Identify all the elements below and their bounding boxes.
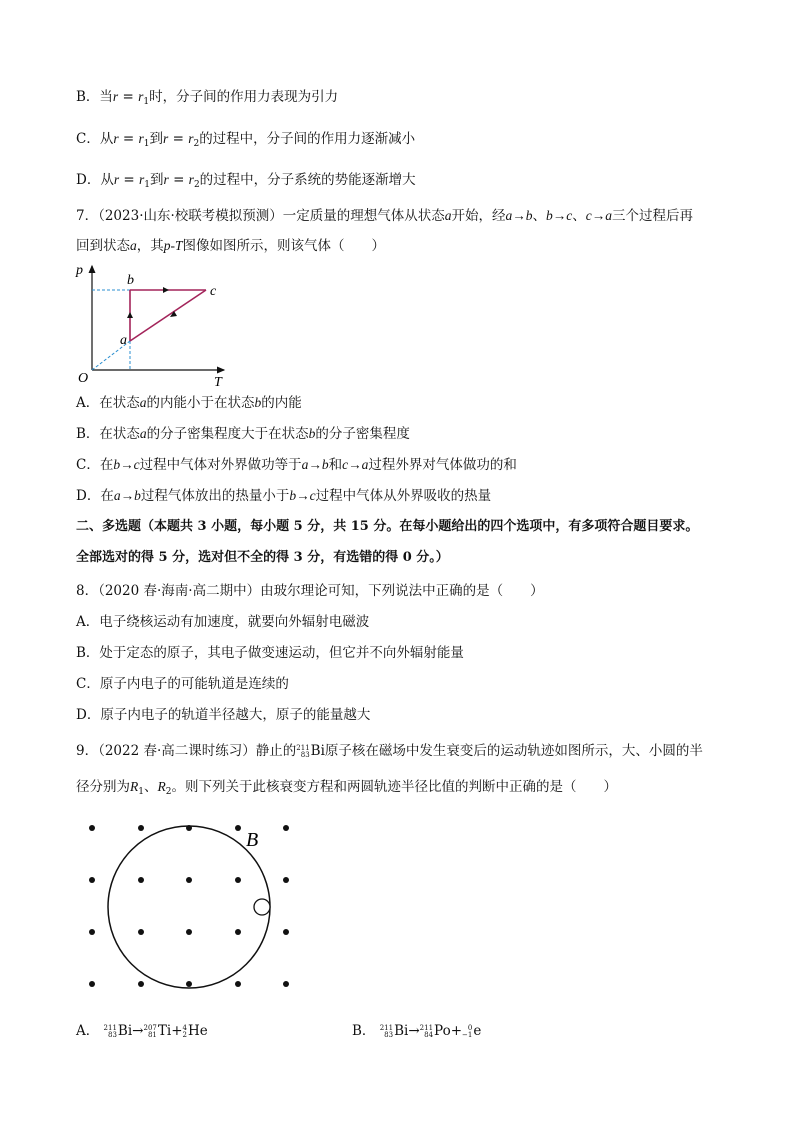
field-dot (138, 877, 144, 883)
var-r: r (188, 172, 194, 187)
equals: = (173, 172, 185, 188)
mass-number: 211 (103, 1023, 117, 1032)
var-r: r (113, 131, 119, 146)
equals: = (172, 131, 184, 147)
text: 7．（2023·山东·校联考模拟预测）一定质量的理想气体从状态 (76, 208, 445, 224)
text: 径分别为 (76, 779, 130, 795)
q9-stem-line2 (76, 778, 617, 801)
field-label-b: B (246, 829, 259, 851)
var-r: r (163, 172, 169, 187)
arrow-bc (163, 287, 169, 293)
var-r: r (138, 131, 144, 146)
arrow-ab (127, 312, 133, 318)
q7-option-d (76, 487, 491, 505)
option-label: D．从 (76, 172, 114, 188)
text: 开始，经 (451, 208, 506, 224)
point-label-b: b (127, 273, 134, 288)
section2-header-line2: 全部选对的得 5 分，选对但不全的得 3 分，有选错的得 0 分。） (76, 550, 449, 565)
q7-option-a (76, 394, 302, 412)
text: A．在状态 (76, 395, 140, 411)
q9-option-b (352, 1022, 481, 1040)
subscript: 2 (193, 139, 200, 149)
equals: = (122, 89, 134, 105)
var-r: r (163, 131, 169, 146)
process: a→b (301, 457, 329, 472)
atomic-number: 2 (182, 1030, 187, 1039)
atomic-number: 81 (147, 1030, 157, 1039)
state-a: a (444, 208, 452, 223)
q8-option-d: D．原子内电子的轨道半径越大，原子的能量越大 (76, 707, 371, 723)
text: 三个过程后再 (612, 208, 694, 224)
nuclide (143, 1022, 171, 1040)
process: b→c (546, 208, 573, 223)
option-label: B．当 (76, 89, 113, 105)
process: b→c (113, 457, 140, 472)
point-label-a: a (120, 333, 127, 348)
element-symbol: Bi (117, 1023, 133, 1039)
element-symbol: He (187, 1023, 208, 1039)
mass-number: 0 (467, 1023, 473, 1032)
text: 的分子密集程度大于在状态 (146, 426, 309, 442)
element-symbol: e (473, 1023, 482, 1039)
state: a (139, 395, 147, 410)
subscript: 1 (144, 180, 150, 190)
element-symbol: Po (434, 1023, 451, 1039)
field-dot (138, 825, 144, 831)
text: 过程气体放出的热量小于 (140, 488, 290, 504)
point-label-c: c (210, 284, 217, 299)
text: 9．（2022 春·高二课时练习）静止的 (76, 743, 297, 759)
text: 图像如图所示，则该气体（ ） (182, 238, 386, 254)
nuclide (380, 1022, 409, 1040)
mass-number: 207 (143, 1023, 157, 1032)
text: 到 (149, 131, 164, 147)
var-r1: R (130, 779, 139, 794)
nuclide (462, 1022, 481, 1040)
text: 过程外界对气体做功的和 (368, 457, 517, 473)
var-r: r (139, 172, 145, 187)
equals: = (122, 131, 135, 147)
option-text: 的过程中，分子间的作用力逐渐减小 (199, 131, 416, 147)
q6-option-b (76, 88, 338, 111)
text: 原子核在磁场中发生衰变后的运动轨迹如图所示，大、小圆的半 (324, 743, 703, 759)
field-dot (186, 981, 192, 987)
field-dot (235, 929, 241, 935)
state: b (254, 395, 262, 410)
text: 、 (143, 779, 158, 795)
subscript: 1 (138, 787, 144, 797)
small-orbit-circle (254, 899, 270, 915)
q6-option-c (76, 130, 415, 153)
q9-option-a (76, 1022, 208, 1040)
process: a→b (505, 208, 533, 223)
q7-option-c (76, 456, 517, 474)
axis-label-t: T (214, 375, 222, 390)
nuclide (420, 1022, 451, 1040)
text: 和 (328, 457, 343, 473)
text: 过程中气体对外界做功等于 (139, 457, 302, 473)
process-ca (130, 290, 206, 341)
text: B．在状态 (76, 426, 140, 442)
mass-number: 211 (419, 1023, 434, 1032)
subscript: 1 (143, 97, 150, 107)
field-dot (235, 981, 241, 987)
q8-option-b: B．处于定态的原子，其电子做变速运动，但它并不向外辐射能量 (76, 645, 464, 661)
field-dot (235, 825, 241, 831)
mass-number: 211 (296, 743, 310, 752)
field-dot (235, 877, 241, 883)
q7-option-b (76, 425, 410, 443)
text: C．在 (76, 457, 114, 473)
reaction-arrow: → (408, 1023, 420, 1039)
field-dot (186, 929, 192, 935)
option-text: 的过程中，分子系统的势能逐渐增大 (199, 172, 416, 188)
state-a: a (130, 238, 137, 253)
var-r: r (188, 131, 194, 146)
q7-stem-line1 (76, 207, 693, 225)
mass-number: 4 (182, 1023, 187, 1032)
process: c→a (342, 457, 369, 472)
subscript: 2 (193, 180, 200, 190)
text: 、 (532, 208, 547, 224)
field-dot (138, 929, 144, 935)
var-r: r (112, 89, 119, 104)
text: D．在 (76, 488, 114, 504)
pt-graph (72, 260, 237, 390)
text: 到 (150, 172, 164, 188)
text: 、 (572, 208, 586, 224)
option-label: A． (76, 1023, 100, 1039)
text: 的分子密集程度 (315, 426, 410, 442)
option-label: B． (352, 1023, 376, 1039)
plus: + (450, 1023, 463, 1039)
field-dot (138, 981, 144, 987)
subscript: 2 (165, 787, 172, 797)
q7-stem-line2 (76, 237, 385, 255)
var-r2: R (157, 779, 166, 794)
origin-label: O (78, 371, 89, 386)
element-symbol: Bi (394, 1023, 409, 1039)
text: 的内能小于在状态 (146, 395, 255, 411)
text: ，其 (136, 238, 164, 254)
field-dot (283, 877, 289, 883)
atomic-number: −1 (462, 1030, 473, 1039)
bi-nuclide (296, 742, 325, 760)
field-dot (283, 825, 289, 831)
plus: + (171, 1023, 183, 1039)
atomic-number: 84 (424, 1030, 434, 1039)
q8-option-c: C．原子内电子的可能轨道是连续的 (76, 676, 289, 692)
option-label: C．从 (76, 131, 114, 147)
magnetic-field-diagram (80, 815, 300, 1000)
nuclide (104, 1022, 133, 1040)
text: 回到状态 (76, 238, 130, 254)
q8-option-a: A．电子绕核运动有加速度，就要向外辐射电磁波 (76, 614, 370, 630)
field-dot (89, 825, 95, 831)
section2-header-line1: 二、多选题（本题共 3 小题，每小题 5 分，共 15 分。在每小题给出的四个选项中，有多项符合题目要求。 (76, 519, 699, 534)
option-text: 时，分子间的作用力表现为引力 (149, 89, 339, 105)
q9-stem-line1 (76, 742, 703, 760)
field-dot (283, 929, 289, 935)
element-symbol: Bi (310, 743, 325, 759)
field-dot (186, 877, 192, 883)
reaction-arrow: → (132, 1023, 144, 1039)
text: 过程中气体从外界吸收的热量 (315, 488, 492, 504)
text: 的内能 (261, 395, 302, 411)
field-dot (283, 981, 289, 987)
subscript: 1 (143, 139, 150, 149)
axis-label-p: p (76, 263, 83, 278)
process: a→b (113, 488, 141, 503)
field-dot (89, 981, 95, 987)
equals: = (123, 172, 135, 188)
mass-number: 211 (379, 1023, 394, 1032)
atomic-number: 83 (384, 1030, 394, 1039)
q6-option-d (76, 171, 416, 194)
field-dot (89, 929, 95, 935)
state: a (139, 426, 147, 441)
state: b (308, 426, 316, 441)
atomic-number: 83 (108, 1030, 117, 1039)
atomic-number: 83 (300, 750, 310, 759)
graph-name: p-T (163, 238, 183, 253)
field-dot (89, 877, 95, 883)
element-symbol: Ti (157, 1023, 172, 1039)
text: 。则下列关于此核衰变方程和两圆轨迹半径比值的判断中正确的是（ ） (171, 779, 617, 795)
var-r: r (113, 172, 120, 187)
process: b→c (289, 488, 316, 503)
q8-stem: 8．（2020 春·海南·高二期中）由玻尔理论可知，下列说法中正确的是（ ） (76, 583, 544, 599)
process: c→a (585, 208, 613, 223)
nuclide (183, 1022, 208, 1040)
var-r: r (138, 89, 144, 104)
